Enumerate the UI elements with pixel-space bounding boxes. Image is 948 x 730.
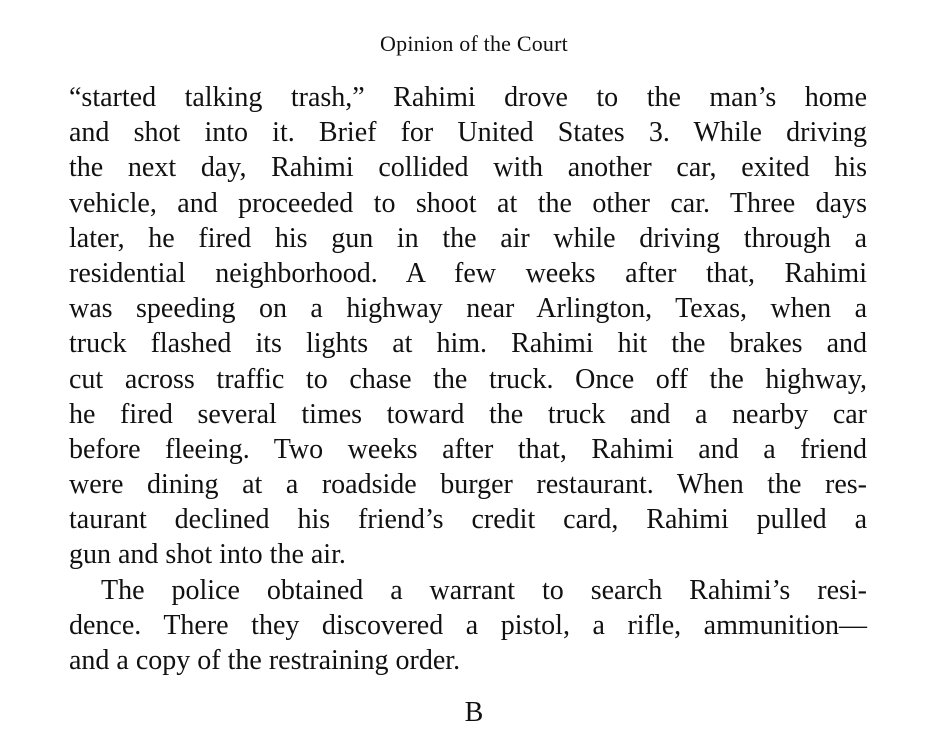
text-line: later, he fired his gun in the air while driving through a xyxy=(69,222,867,254)
text-line: gun and shot into the air. xyxy=(69,539,346,571)
text-line: and a copy of the restraining order. xyxy=(69,645,461,676)
text-line: before fleeing. Two weeks after that, Rahimi and a friend xyxy=(69,433,867,465)
text-line: and shot into it. Brief for United States 3. While driving xyxy=(69,117,867,149)
text-line: was speeding on a highway near Arlington, Texas, when a xyxy=(69,293,867,325)
text-line: truck flashed its lights at him. Rahimi hit the brakes and xyxy=(69,328,867,360)
text-line: taurant declined his friend’s credit card, Rahimi pulled a xyxy=(69,504,867,536)
text-line: The police obtained a warrant to search Rahimi’s resi- xyxy=(101,574,867,606)
text-line: cut across traffic to chase the truck. Once off the highway, xyxy=(69,363,867,395)
text-line: residential neighborhood. A few weeks after that, Rahimi xyxy=(69,257,867,289)
section-heading: B xyxy=(464,697,484,728)
text-line: he fired several times toward the truck and a nearby car xyxy=(69,398,867,430)
text-line: the next day, Rahimi collided with another car, exited his xyxy=(69,152,867,184)
text-line: vehicle, and proceeded to shoot at the other car. Three days xyxy=(69,187,867,219)
paragraph-2 xyxy=(69,573,867,679)
text-line: were dining at a roadside burger restaurant. When the res- xyxy=(69,469,867,501)
text-line: dence. There they discovered a pistol, a rifle, ammunition— xyxy=(69,609,867,641)
running-header: Opinion of the Court xyxy=(380,31,568,56)
opinion-body xyxy=(69,80,867,678)
text-line: “started talking trash,” Rahimi drove to the man’s home xyxy=(69,82,867,113)
paragraph-1 xyxy=(69,80,867,573)
